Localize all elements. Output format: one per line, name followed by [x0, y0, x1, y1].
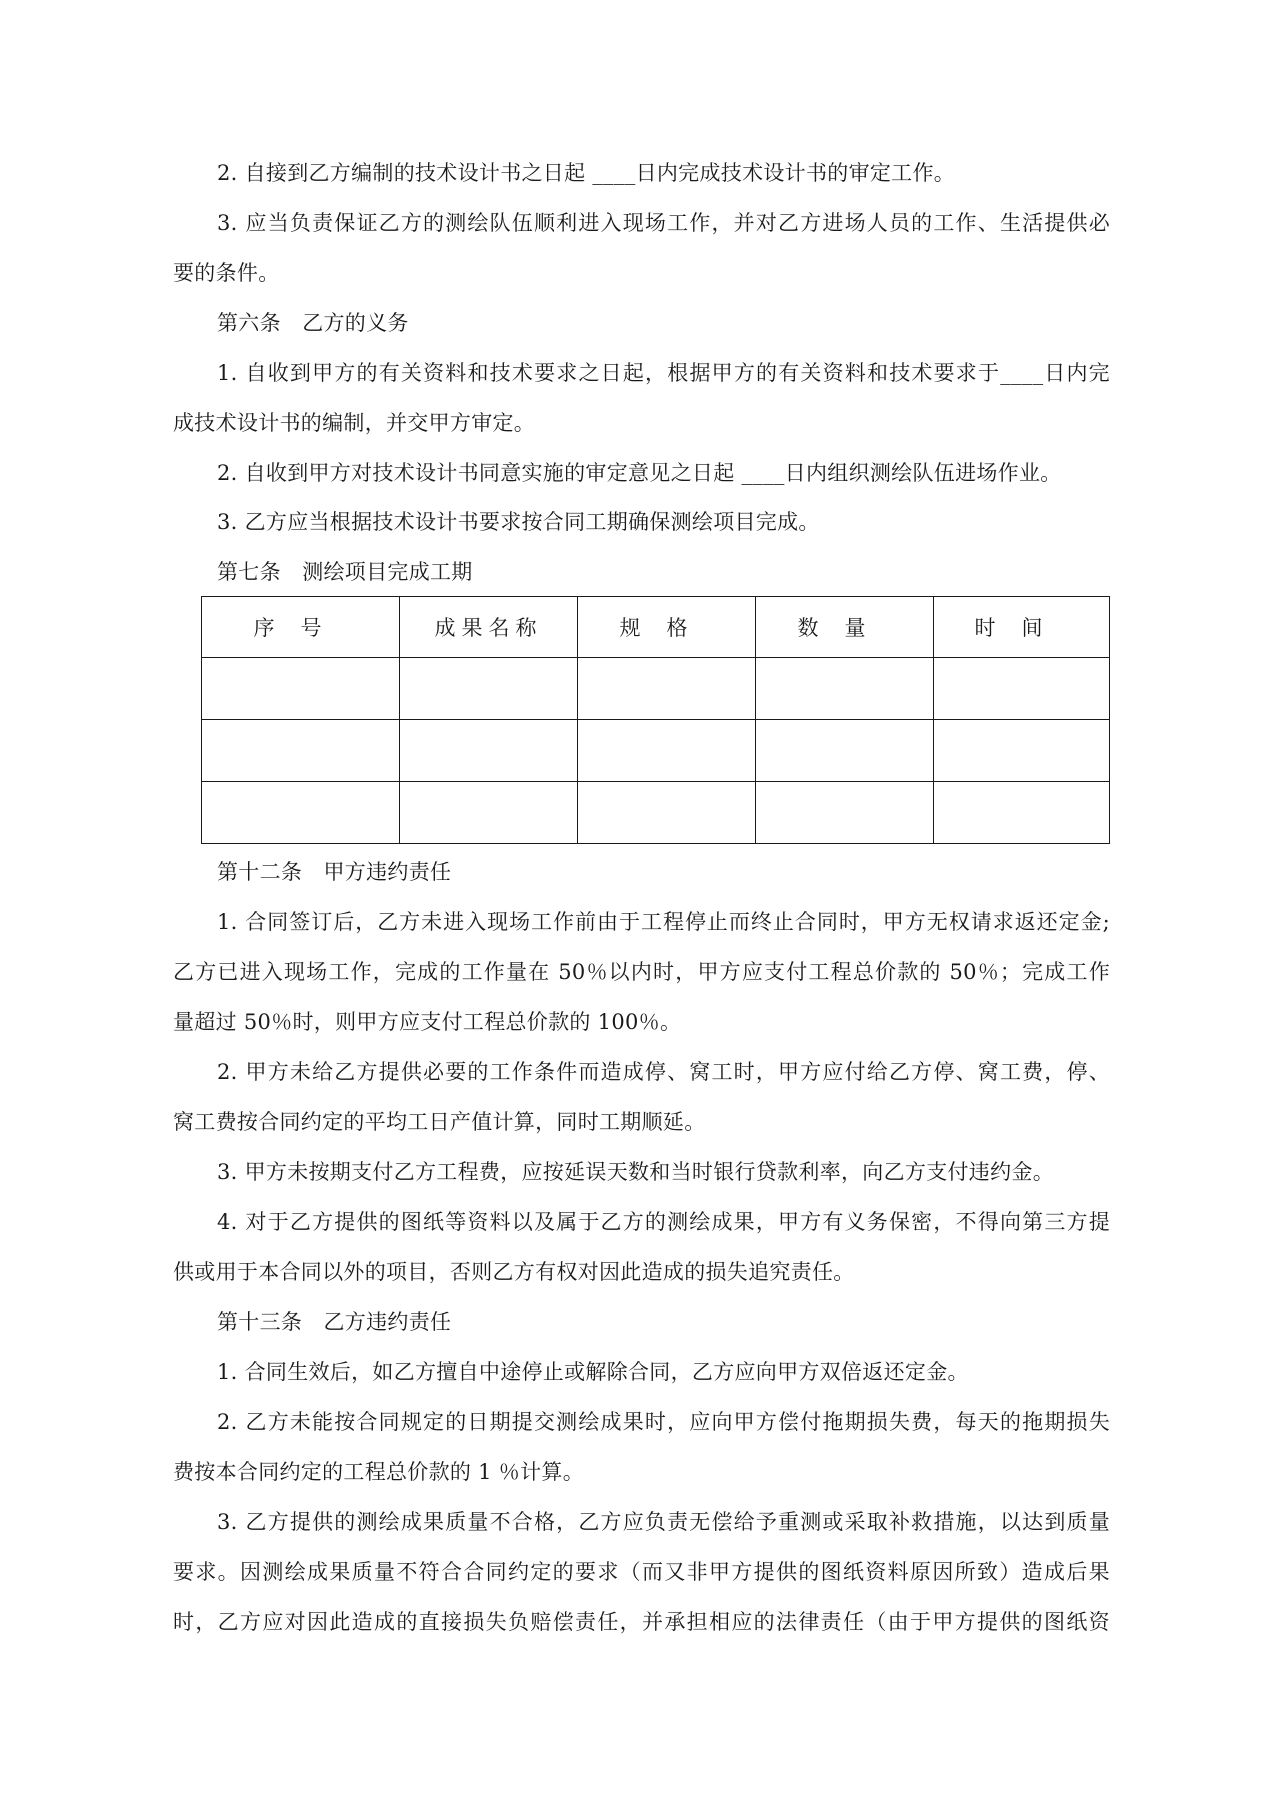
article-6-item-2: 2. 自收到甲方对技术设计书同意实施的审定意见之日起 ____日内组织测绘队伍进场作业。	[217, 461, 1062, 485]
article-12-item-1-cont2: 量超过 50％时，则甲方应支付工程总价款的 100％。	[173, 1010, 682, 1034]
article-13-item-3: 3. 乙方提供的测绘成果质量不合格，乙方应负责无偿给予重测或采取补救措施，以达到质量	[217, 1510, 1110, 1534]
table-cell[interactable]	[756, 720, 934, 782]
article-12-item-1-cont: 乙方已进入现场工作，完成的工作量在 50％以内时，甲方应支付工程总价款的 50％；完成工作	[173, 960, 1110, 984]
table-row	[202, 720, 1110, 782]
table-cell[interactable]	[400, 658, 578, 720]
article-12-item-4-cont: 供或用于本合同以外的项目，否则乙方有权对因此造成的损失追究责任。	[173, 1260, 855, 1284]
article-13-item-2: 2. 乙方未能按合同规定的日期提交测绘成果时，应向甲方偿付拖期损失费，每天的拖期损失	[217, 1410, 1110, 1434]
article-6-heading: 第六条 乙方的义务	[217, 311, 409, 335]
table-row	[202, 658, 1110, 720]
article-7-heading: 第七条 测绘项目完成工期	[217, 560, 473, 584]
header-deliverable-name: 成果名称	[400, 597, 578, 658]
table-cell[interactable]	[934, 720, 1110, 782]
article-13-item-3-cont2: 时，乙方应对因此造成的直接损失负赔偿责任，并承担相应的法律责任（由于甲方提供的图纸资	[173, 1610, 1110, 1634]
completion-schedule-table	[201, 596, 1110, 844]
article-12-item-3: 3. 甲方未按期支付乙方工程费，应按延误天数和当时银行贷款利率，向乙方支付违约金。	[217, 1160, 1055, 1184]
header-specification: 规格	[578, 597, 756, 658]
table-row	[202, 782, 1110, 844]
article-13-item-2-cont: 费按本合同约定的工程总价款的 1 ％计算。	[173, 1460, 585, 1484]
article-13-item-1: 1. 合同生效后，如乙方擅自中途停止或解除合同，乙方应向甲方双倍返还定金。	[217, 1360, 969, 1384]
table-header-row	[202, 597, 1110, 658]
article-6-item-1-cont: 成技术设计书的编制，并交甲方审定。	[173, 411, 536, 435]
table-cell[interactable]	[400, 720, 578, 782]
article-6-item-1: 1. 自收到甲方的有关资料和技术要求之日起，根据甲方的有关资料和技术要求于____日内完	[217, 361, 1110, 385]
table-cell[interactable]	[934, 782, 1110, 844]
clause-5-item-3: 3. 应当负责保证乙方的测绘队伍顺利进入现场工作，并对乙方进场人员的工作、生活提供必	[217, 211, 1110, 235]
header-quantity: 数量	[756, 597, 934, 658]
table-cell[interactable]	[578, 720, 756, 782]
table-cell[interactable]	[202, 782, 400, 844]
article-12-heading: 第十二条 甲方违约责任	[217, 860, 452, 884]
clause-5-item-3-cont: 要的条件。	[173, 261, 280, 285]
table-cell[interactable]	[756, 658, 934, 720]
header-time: 时间	[934, 597, 1110, 658]
table-cell[interactable]	[756, 782, 934, 844]
table-cell[interactable]	[400, 782, 578, 844]
article-12-item-2: 2. 甲方未给乙方提供必要的工作条件而造成停、窝工时，甲方应付给乙方停、窝工费，停、	[217, 1060, 1110, 1084]
article-6-item-3: 3. 乙方应当根据技术设计书要求按合同工期确保测绘项目完成。	[217, 510, 820, 534]
table-cell[interactable]	[202, 720, 400, 782]
table-cell[interactable]	[578, 782, 756, 844]
table-cell[interactable]	[202, 658, 400, 720]
table-cell[interactable]	[934, 658, 1110, 720]
article-13-heading: 第十三条 乙方违约责任	[217, 1310, 452, 1334]
article-12-item-1: 1. 合同签订后，乙方未进入现场工作前由于工程停止而终止合同时，甲方无权请求返还定金;	[217, 910, 1110, 934]
article-13-item-3-cont: 要求。因测绘成果质量不符合合同约定的要求（而又非甲方提供的图纸资料原因所致）造成后果	[173, 1560, 1110, 1584]
article-12-item-2-cont: 窝工费按合同约定的平均工日产值计算，同时工期顺延。	[173, 1110, 706, 1134]
table-cell[interactable]	[578, 658, 756, 720]
header-serial-number: 序号	[202, 597, 400, 658]
clause-5-item-2: 2. 自接到乙方编制的技术设计书之日起 ____日内完成技术设计书的审定工作。	[217, 161, 956, 185]
article-12-item-4: 4. 对于乙方提供的图纸等资料以及属于乙方的测绘成果，甲方有义务保密，不得向第三方提	[217, 1210, 1110, 1234]
